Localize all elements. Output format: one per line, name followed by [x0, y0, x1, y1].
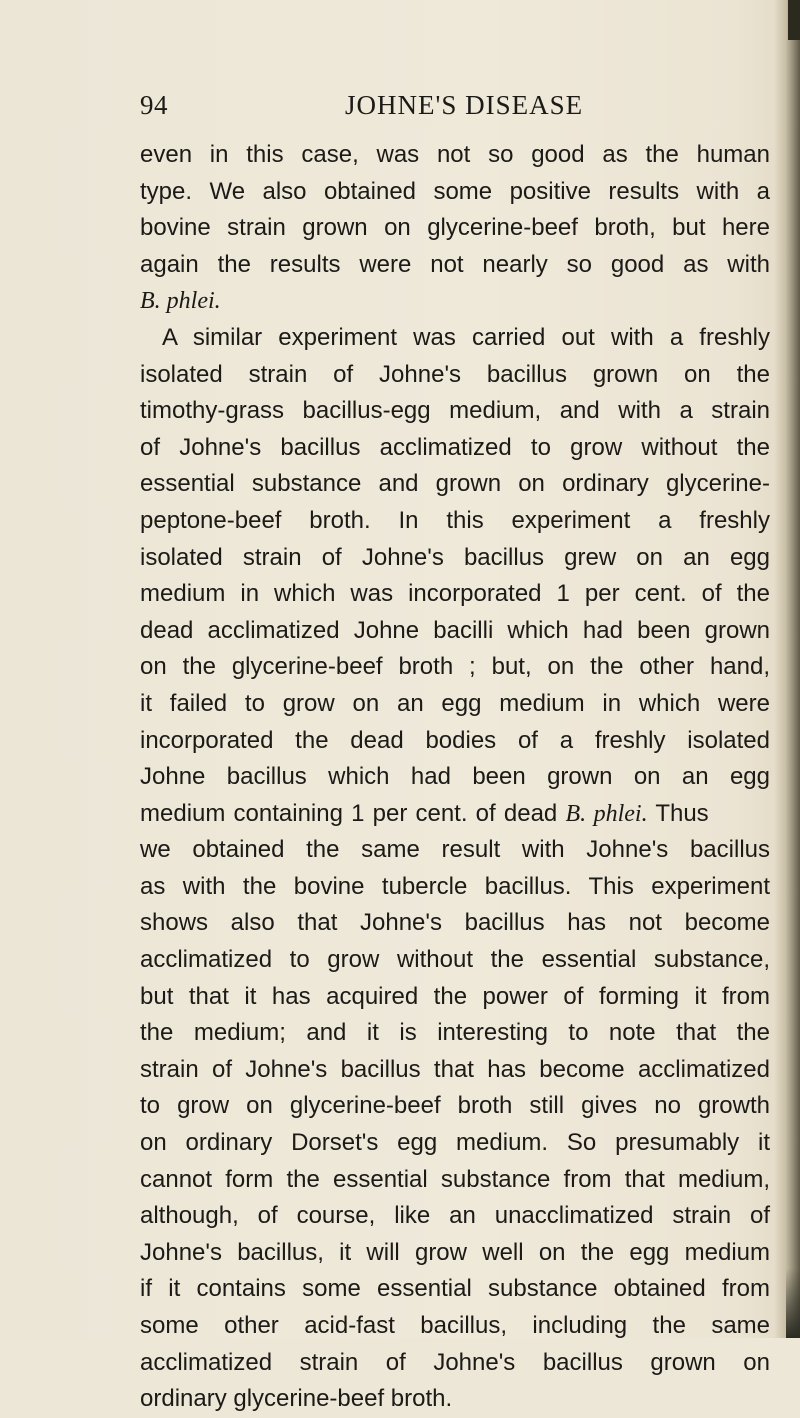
text-line: on ordinary Dorset's egg medium. So presumably it: [140, 1129, 770, 1157]
text-line: type. We also obtained some positive results with a: [140, 177, 770, 205]
text-line-mixed: [140, 796, 770, 833]
page-header: [140, 90, 670, 126]
text-line: isolated strain of Johne's bacillus grown on the: [140, 360, 770, 388]
text-line: Johne bacillus which had been grown on an egg: [140, 763, 770, 791]
text-line: peptone-beef broth. In this experiment a freshly: [140, 506, 770, 534]
text-line: we obtained the same result with Johne's bacillus: [140, 836, 770, 864]
italic-segment: B. phlei.: [565, 800, 648, 827]
text-line: ordinary glycerine-beef broth.: [140, 1385, 453, 1413]
text-line: although, of course, like an unacclimatized strain of: [140, 1202, 770, 1230]
text-line: even in this case, was not so good as the human: [140, 141, 770, 168]
body-text: [140, 137, 770, 1418]
text-line: acclimatized strain of Johne's bacillus grown on: [140, 1348, 770, 1376]
text-line: incorporated the dead bodies of a freshly isolated: [140, 726, 770, 754]
page-edge-dark-bottom: [786, 1268, 800, 1338]
text-line: as with the bovine tubercle bacillus. This experiment: [140, 872, 770, 900]
text-line: of Johne's bacillus acclimatized to grow without the: [140, 433, 770, 461]
text-line: shows also that Johne's bacillus has not become: [140, 909, 770, 937]
running-title: JOHNE'S DISEASE: [345, 90, 584, 120]
text-line: bovine strain grown on glycerine-beef broth, but here: [140, 214, 770, 242]
text-line: essential substance and grown on ordinary glycerine-: [140, 470, 770, 498]
text-segment: medium containing 1 per cent. of dead: [140, 799, 566, 827]
text-line-italic: B. phlei.: [140, 288, 221, 315]
text-segment: Thus: [647, 799, 709, 827]
text-line: cannot form the essential substance from that medium,: [140, 1165, 770, 1193]
text-line: on the glycerine-beef broth ; but, on the other hand,: [140, 653, 770, 681]
text-line: it failed to grow on an egg medium in which were: [140, 689, 770, 717]
text-line: to grow on glycerine-beef broth still gives no growth: [140, 1092, 770, 1120]
text-line: A similar experiment was carried out with a freshly: [162, 323, 770, 351]
text-line: isolated strain of Johne's bacillus grew on an egg: [140, 543, 770, 571]
text-line: but that it has acquired the power of forming it from: [140, 982, 770, 1010]
text-line: Johne's bacillus, it will grow well on the egg medium: [140, 1238, 770, 1266]
page-edge-shadow: [774, 0, 800, 1338]
text-line: some other acid-fast bacillus, including the same: [140, 1312, 770, 1339]
text-line: if it contains some essential substance obtained from: [140, 1275, 770, 1303]
text-line: dead acclimatized Johne bacilli which had been grown: [140, 616, 770, 644]
text-line: the medium; and it is interesting to note that the: [140, 1019, 770, 1047]
text-line: strain of Johne's bacillus that has become acclimatized: [140, 1055, 770, 1083]
text-line: acclimatized to grow without the essential substance,: [140, 946, 770, 974]
page-edge-dark-corner: [788, 0, 800, 40]
text-line: medium in which was incorporated 1 per cent. of the: [140, 580, 770, 608]
page-number: 94: [140, 90, 168, 120]
text-line: again the results were not nearly so good as with: [140, 250, 770, 278]
text-line: timothy-grass bacillus-egg medium, and with a strain: [140, 397, 770, 425]
